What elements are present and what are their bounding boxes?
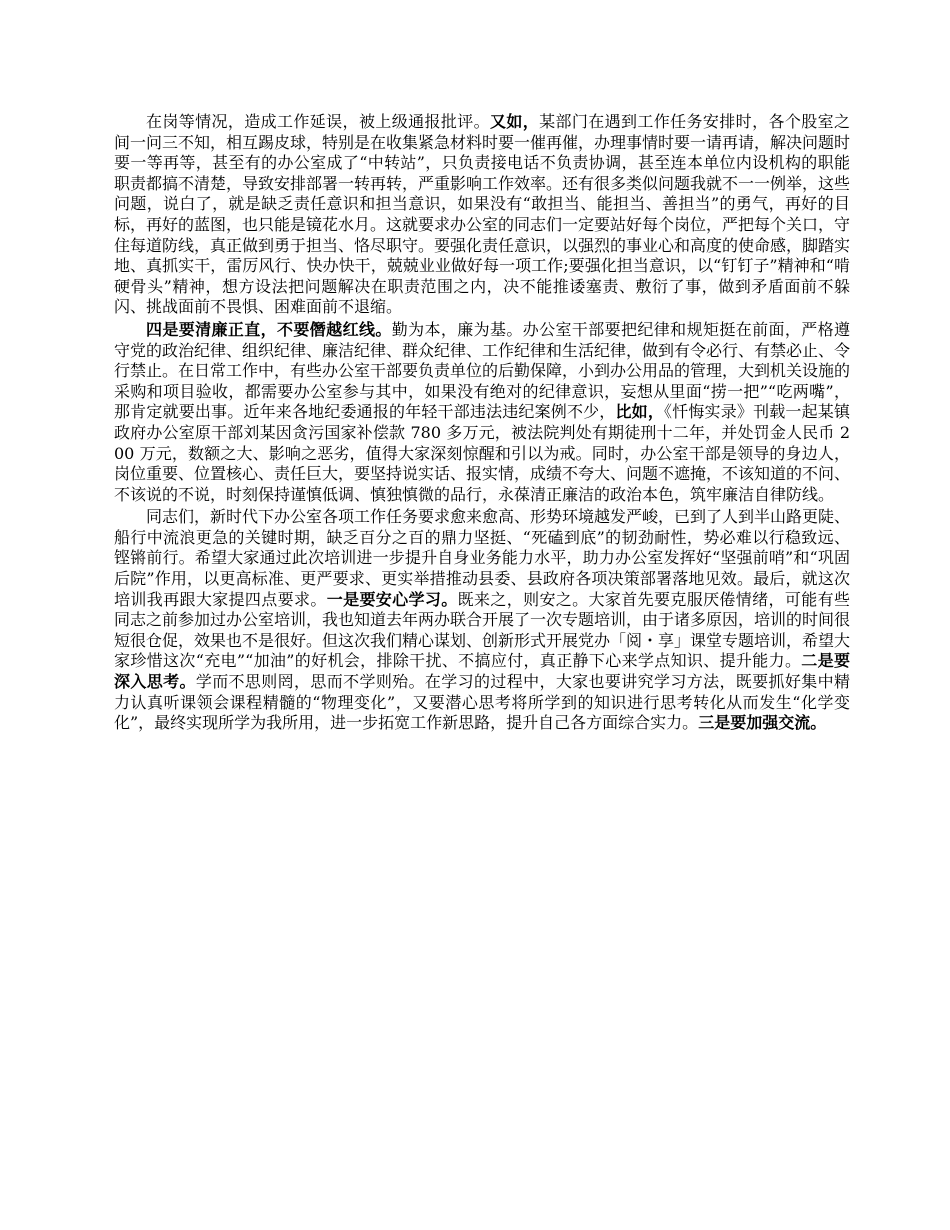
paragraph-text: 某部门在遇到工作任务安排时，各个股室之间一问三不知，相互踢皮球，特别是在收集紧急材料时要一催再催，办理事情时要一请再请，解决问题时要一等再等，甚至有的办公室成了“中转站”，只负责接电话不负责协调，甚至连本单位内设机构的职能职责都搞不清楚，导致安排部署一转再转，严重影响工作效率。还有很多类似问题我就不一一例举，这些问题，说白了，就是缺乏责任意识和担当意识，如果没有“敢担当、能担当、善担当”的勇气，再好的目标，再好的蓝图，也只能是镜花水月。这就要求办公室的同志们一定要站好每个岗位，严把每个关口，守住每道防线，真正做到勇于担当、恪尽职守。要强化责任意识，以强烈的事业心和高度的使命感，脚踏实地、真抓实干，雷厉风行、快办快干，兢兢业业做好每一项工作;要强化担当意识，以“钉钉子”精神和“啃硬骨头”精神，想方设法把问题解决在职责范围之内，决不能推诿塞责、敷衍了事，做到矛盾面前不躲闪、挑战面前不畏惧、困难面前不退缩。 — [114, 112, 851, 317]
paragraph-text: 《忏悔实录》刊载一起某镇政府办公室原干部刘某因贪污国家补偿款 780 多万元，被法院判处有期徒刑十二年，并处罚金人民币 200 万元，数额之大、影响之恶劣，值得大家深刻惊醒和引以为戒。同时，办公室干部是领导的身边人，岗位重要、位置核心、责任巨大，要坚持说实话、报实情，成绩不夸大、问题不遮掩，不该知道的不问、不该说的不说，时刻保持谨慎低调、慎独慎微的品行，永葆清正廉洁的政治本色，筑牢廉洁自律防线。 — [114, 402, 851, 504]
document-page — [114, 112, 850, 736]
paragraph-heading: 四是要清廉正直，不要僭越红线。 — [146, 319, 392, 339]
paragraph-emphasis: 比如， — [615, 402, 665, 422]
paragraph-text: 学而不思则罔，思而不学则殆。在学习的过程中，大家也要讲究学习方法，既要抓好集中精力认真听课领会课程精髓的“物理变化”，又要潜心思考将所学到的知识进行思考转化从而发生“化学变化”，最终实现所学为我所用，进一步拓宽工作新思路，提升自己各方面综合实力。 — [114, 672, 850, 733]
paragraph-text: 在岗等情况，造成工作延误，被上级通报批评。 — [146, 112, 490, 131]
paragraph-3 — [114, 507, 850, 734]
paragraph-emphasis: 又如， — [489, 112, 540, 131]
paragraph-text: 既来之，则安之。大家首先要克服厌倦情绪，可能有些同志之前参加过办公室培训，我也知道去年两办联合开展了一次专题培训，由于诸多原因，培训的时间很短很仓促，效果也不是很好。但这次我们精心谋划、创新形式开展党办「阅・享」课堂专题培训，希望大家珍惜这次“充电”“加油”的好机会，排除干扰、不搞应付，真正静下心来学点知识、提升能力。 — [114, 589, 851, 671]
paragraph-text: 同志们，新时代下办公室各项工作任务要求愈来愈高、形势环境越发严峻，已到了人到半山路更陡、船行中流浪更急的关键时期，缺乏百分之百的鼎力坚挺、“死磕到底”的韧劲耐性，势必难以行稳致远、铿锵前行。希望大家通过此次培训进一步提升自身业务能力水平，助力办公室发挥好“坚强前哨”和“巩固后院”作用，以更高标准、更严要求、更实举措推动县委、县政府各项决策部署落地见效。最后，就这次培训我再跟大家提四点要求。 — [114, 507, 851, 609]
paragraph-text: 勤为本，廉为基。办公室干部要把纪律和规矩挺在前面，严格遵守党的政治纪律、组织纪律、廉洁纪律、群众纪律、工作纪律和生活纪律，做到有令必行、有禁必止、令行禁止。在日常工作中，有些办公室干部要负责单位的后勤保障，小到办公用品的管理，大到机关设施的采购和项目验收，都需要办公室参与其中，如果没有绝对的纪律意识，妄想从里面“捞一把”“吃两嘴”，那肯定就要出事。近年来各地纪委通报的年轻干部违法违纪案例不少， — [114, 319, 851, 422]
paragraph-emphasis: 三是要加强交流。 — [698, 713, 827, 733]
paragraph-1 — [114, 112, 850, 318]
paragraph-emphasis: 一是要安心学习。 — [326, 589, 458, 609]
paragraph-2 — [114, 320, 850, 505]
paragraph-emphasis: 二是要深入思考。 — [114, 651, 850, 692]
